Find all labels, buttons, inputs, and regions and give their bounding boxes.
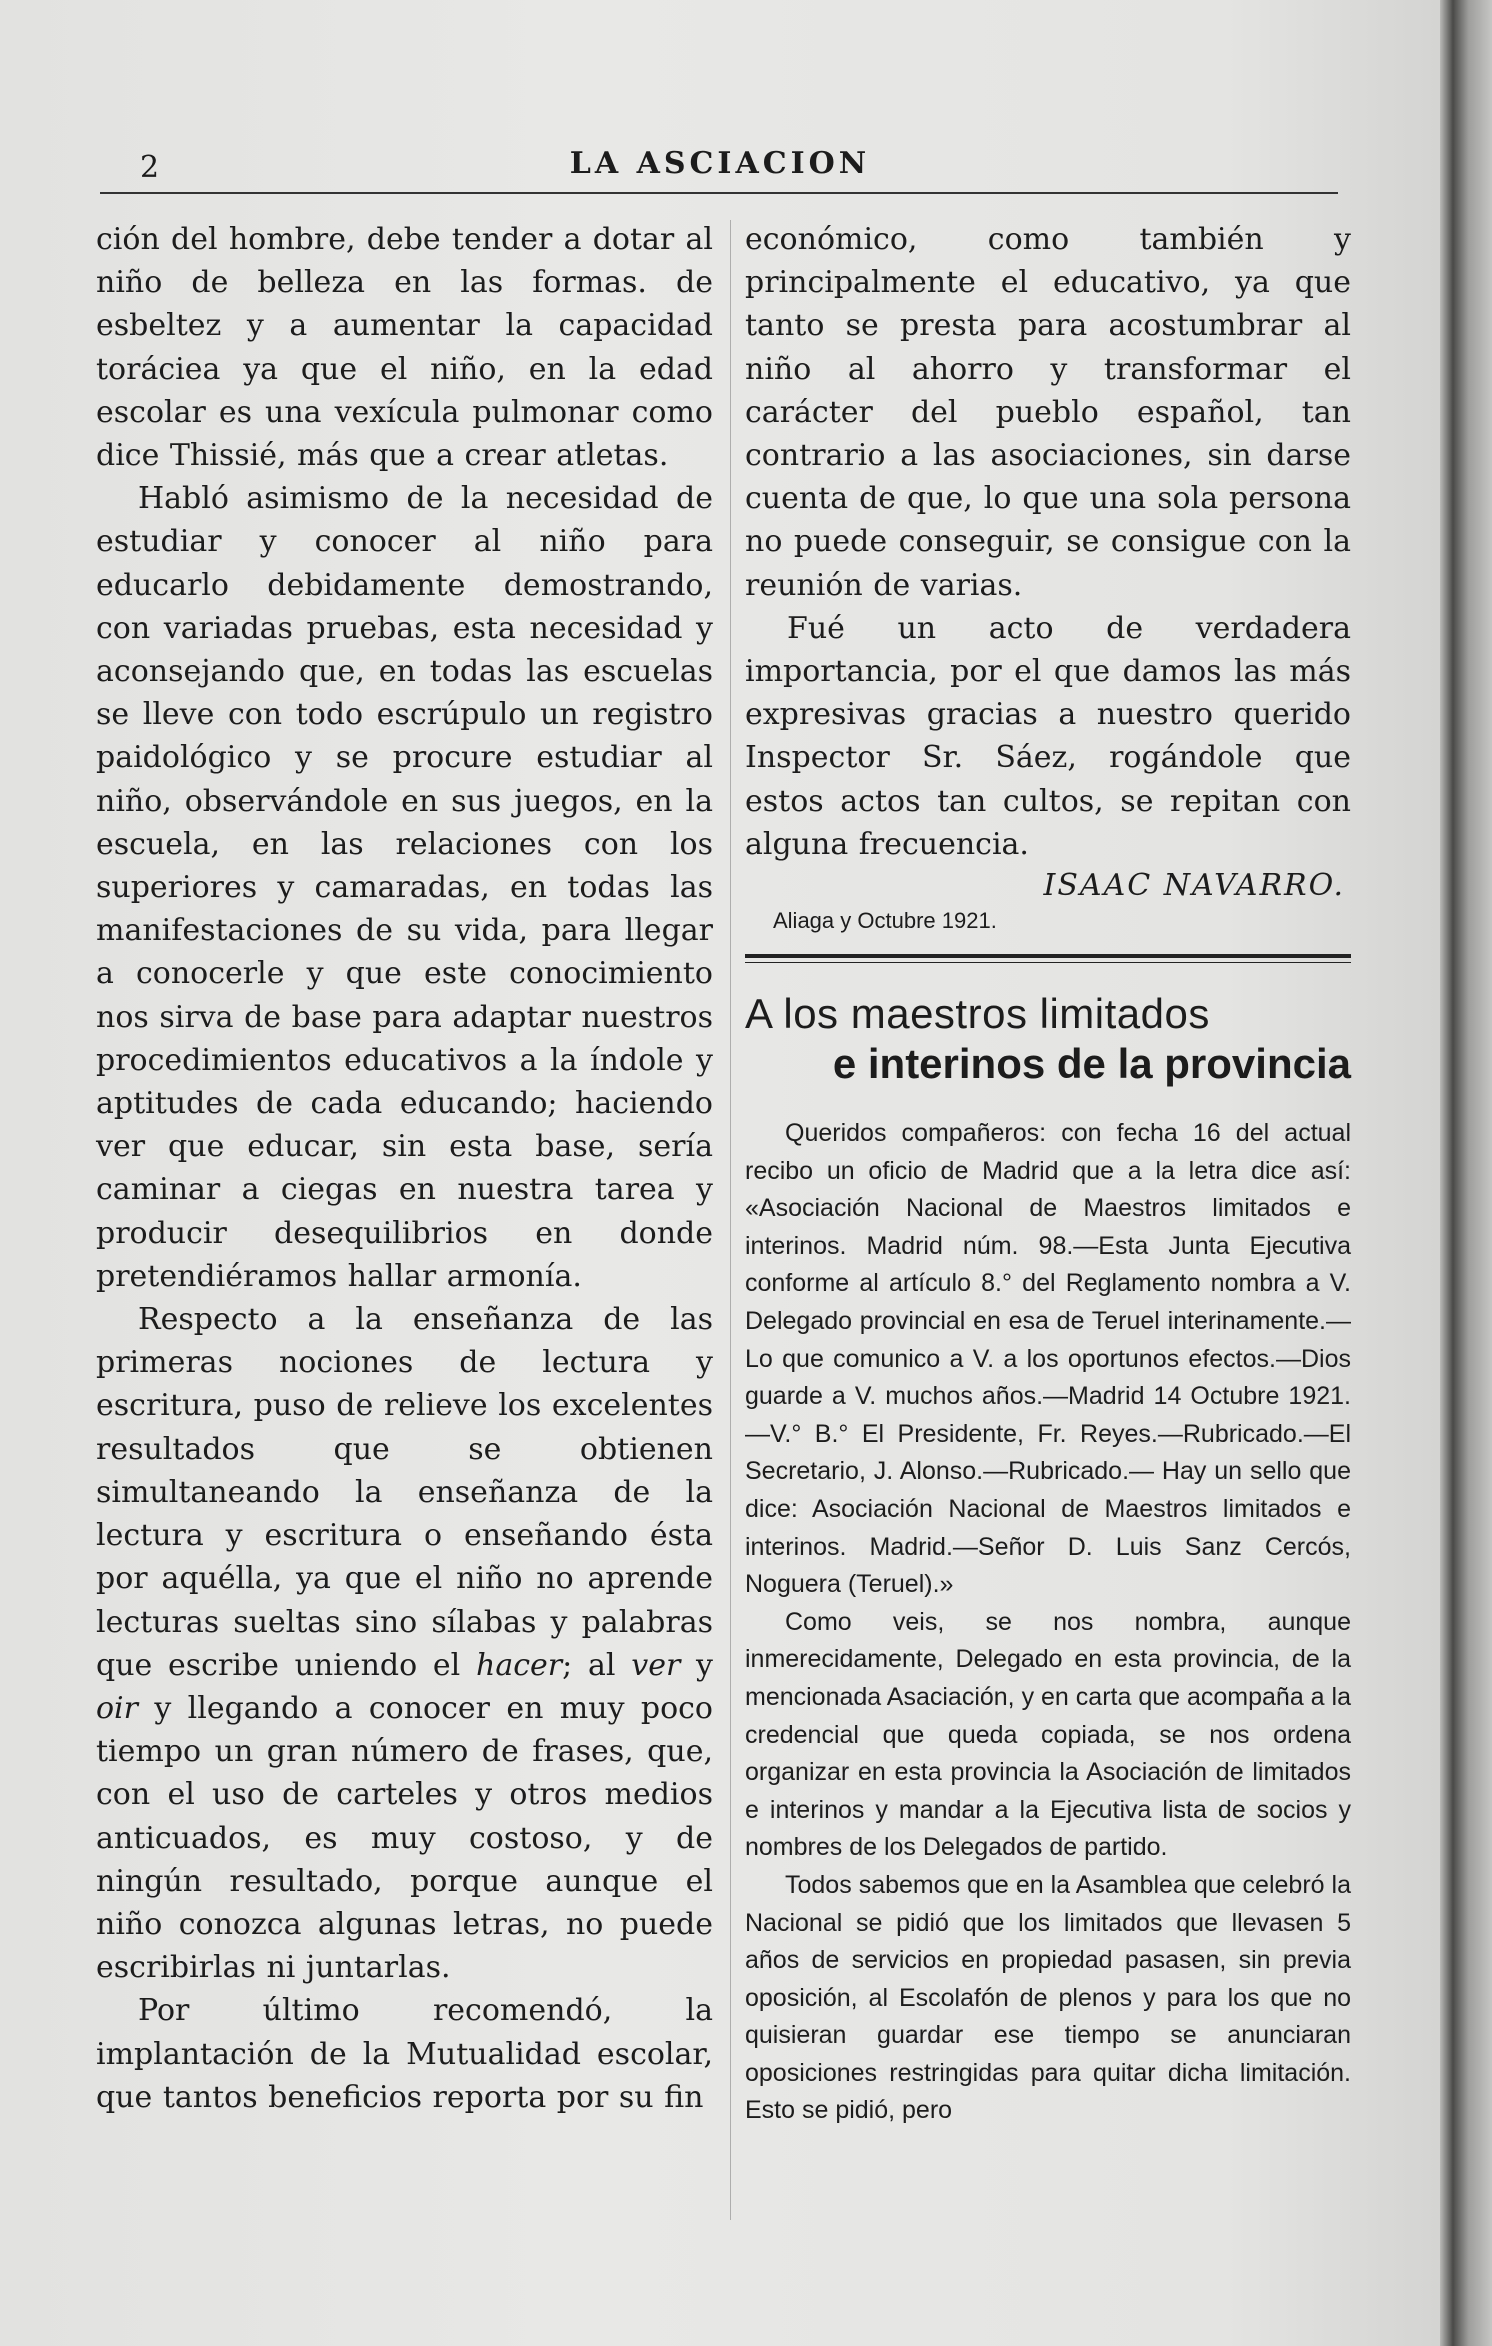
right-column bbox=[745, 218, 1351, 2130]
left-paragraph-3-end: y llegando a conocer en muy poco tiempo un gran número de frases, que, con el uso de carteles y otros medios anticuados, es muy costoso, y de ningún resultado, porque aunque el niño conozca algunas letras, no puede escribirlas ni juntarlas. bbox=[96, 1690, 713, 1986]
header-rule bbox=[100, 192, 1338, 194]
article-paragraph-3: Todos sabemos que en la Asamblea que celebró la Nacional se pidió que los limitados que llevasen 5 años de servicios en propiedad pasasen, sin previa oposición, al Escolafón de plenos y para los que no quisieran guardar ese tiempo se anunciaran oposiciones restringidas para quitar dicha limitación. Esto se pidió, pero bbox=[745, 1870, 1351, 2125]
place-date: Aliaga y Octubre 1921. bbox=[773, 908, 997, 934]
word-hacer: hacer bbox=[476, 1647, 563, 1683]
page-number: 2 bbox=[140, 150, 160, 185]
author-signature: ISAAC NAVARRO. bbox=[1043, 868, 1345, 904]
left-paragraph-3-mid2: y bbox=[696, 1647, 713, 1683]
section-divider bbox=[745, 954, 1351, 963]
left-paragraph-2: Habló asimismo de la necesidad de estudiar y conocer al niño para educarlo debidamente demostrando, con variadas pruebas, esta necesidad y aconsejando que, en todas las escuelas se lleve con todo escrúpulo un registro paidológico y se procure estudiar al niño, observándole en sus juegos, en la escuela, en las relaciones con los superiores y camaradas, en todas las manifestaciones de su vida, para llegar a conocerle y que este conocimiento nos sirva de base para adaptar nuestros procedimientos educativos a la índole y aptitudes de cada educando; haciendo ver que educar, sin esta base, sería caminar a ciegas en nuestra tarea y producir desequilibrios en donde pretendiéramos hallar armonía. bbox=[96, 481, 713, 1294]
word-oir: oir bbox=[96, 1690, 138, 1726]
page-edge-shadow bbox=[1440, 0, 1492, 2346]
left-paragraph-3 bbox=[96, 1298, 713, 1989]
left-column bbox=[96, 218, 713, 2119]
column-separator bbox=[730, 220, 731, 2220]
article-headline-line-1: A los maestros limitados bbox=[745, 990, 1210, 1038]
running-head: LA ASCIACION bbox=[569, 146, 871, 181]
left-paragraph-1: ción del hombre, debe tender a dotar al niño de belleza en las formas. de esbeltez y a aumentar la capacidad toráciea ya que el niño, en la edad escolar es una vexícula pulmonar como dice Thissié, más que a crear atletas. bbox=[96, 222, 713, 474]
article-headline-line-2: e interinos de la provincia bbox=[832, 1040, 1351, 1088]
word-ver: ver bbox=[631, 1647, 681, 1683]
left-paragraph-3-mid1: ; al bbox=[562, 1647, 616, 1683]
right-paragraph-2: Fué un acto de verdadera importancia, por el que damos las más expresivas gracias a nuestro querido Inspector Sr. Sáez, rogándole que estos actos tan cultos, se repitan con alguna frecuencia. bbox=[745, 610, 1351, 862]
article-paragraph-2: Como veis, se nos nombra, aunque inmerecidamente, Delegado en esta provincia, de la mencionada Asaciación, y en carta que acompaña a la credencial que queda copiada, se nos ordena organizar en esta provincia la Asociación de limitados e interinos y mandar a la Ejecutiva lista de socios y nombres de los Delegados de partido. bbox=[745, 1607, 1351, 1862]
left-paragraph-4: Por último recomendó, la implantación de la Mutualidad escolar, que tantos beneficios reporta por su fin bbox=[96, 1993, 713, 2115]
article-paragraph-1: Queridos compañeros: con fecha 16 del actual recibo un oficio de Madrid que a la letra dice así: «Asociación Nacional de Maestros limitados e interinos. Madrid núm. 98.—Esta Junta Ejecutiva conforme al artículo 8.° del Reglamento nombra a V. Delegado provincial en esa de Teruel interinamente.—Lo que comunico a V. a los oportunos efectos.—Dios guarde a V. muchos años.—Madrid 14 Octubre 1921. —V.° B.° El Presidente, Fr. Reyes.—Rubricado.—El Secretario, J. Alonso.—Rubricado.— Hay un sello que dice: Asociación Nacional de Maestros limitados e interinos. Madrid.—Señor D. Luis Sanz Cercós, Noguera (Teruel).» bbox=[745, 1119, 1351, 1599]
left-paragraph-3-start: Respecto a la enseñanza de las primeras nociones de lectura y escritura, puso de relieve los excelentes resultados que se obtienen simultaneando la enseñanza de la lectura y escritura o enseñando ésta por aquélla, ya que el niño no aprende lecturas sueltas sino sílabas y palabras que escribe uniendo el bbox=[96, 1302, 713, 1683]
right-paragraph-1: económico, como también y principalmente el educativo, ya que tanto se presta para acostumbrar al niño al ahorro y transformar el carácter del pueblo español, tan contrario a las asociaciones, sin darse cuenta de que, lo que una sola persona no puede conseguir, se consigue con la reunión de varias. bbox=[745, 222, 1351, 603]
